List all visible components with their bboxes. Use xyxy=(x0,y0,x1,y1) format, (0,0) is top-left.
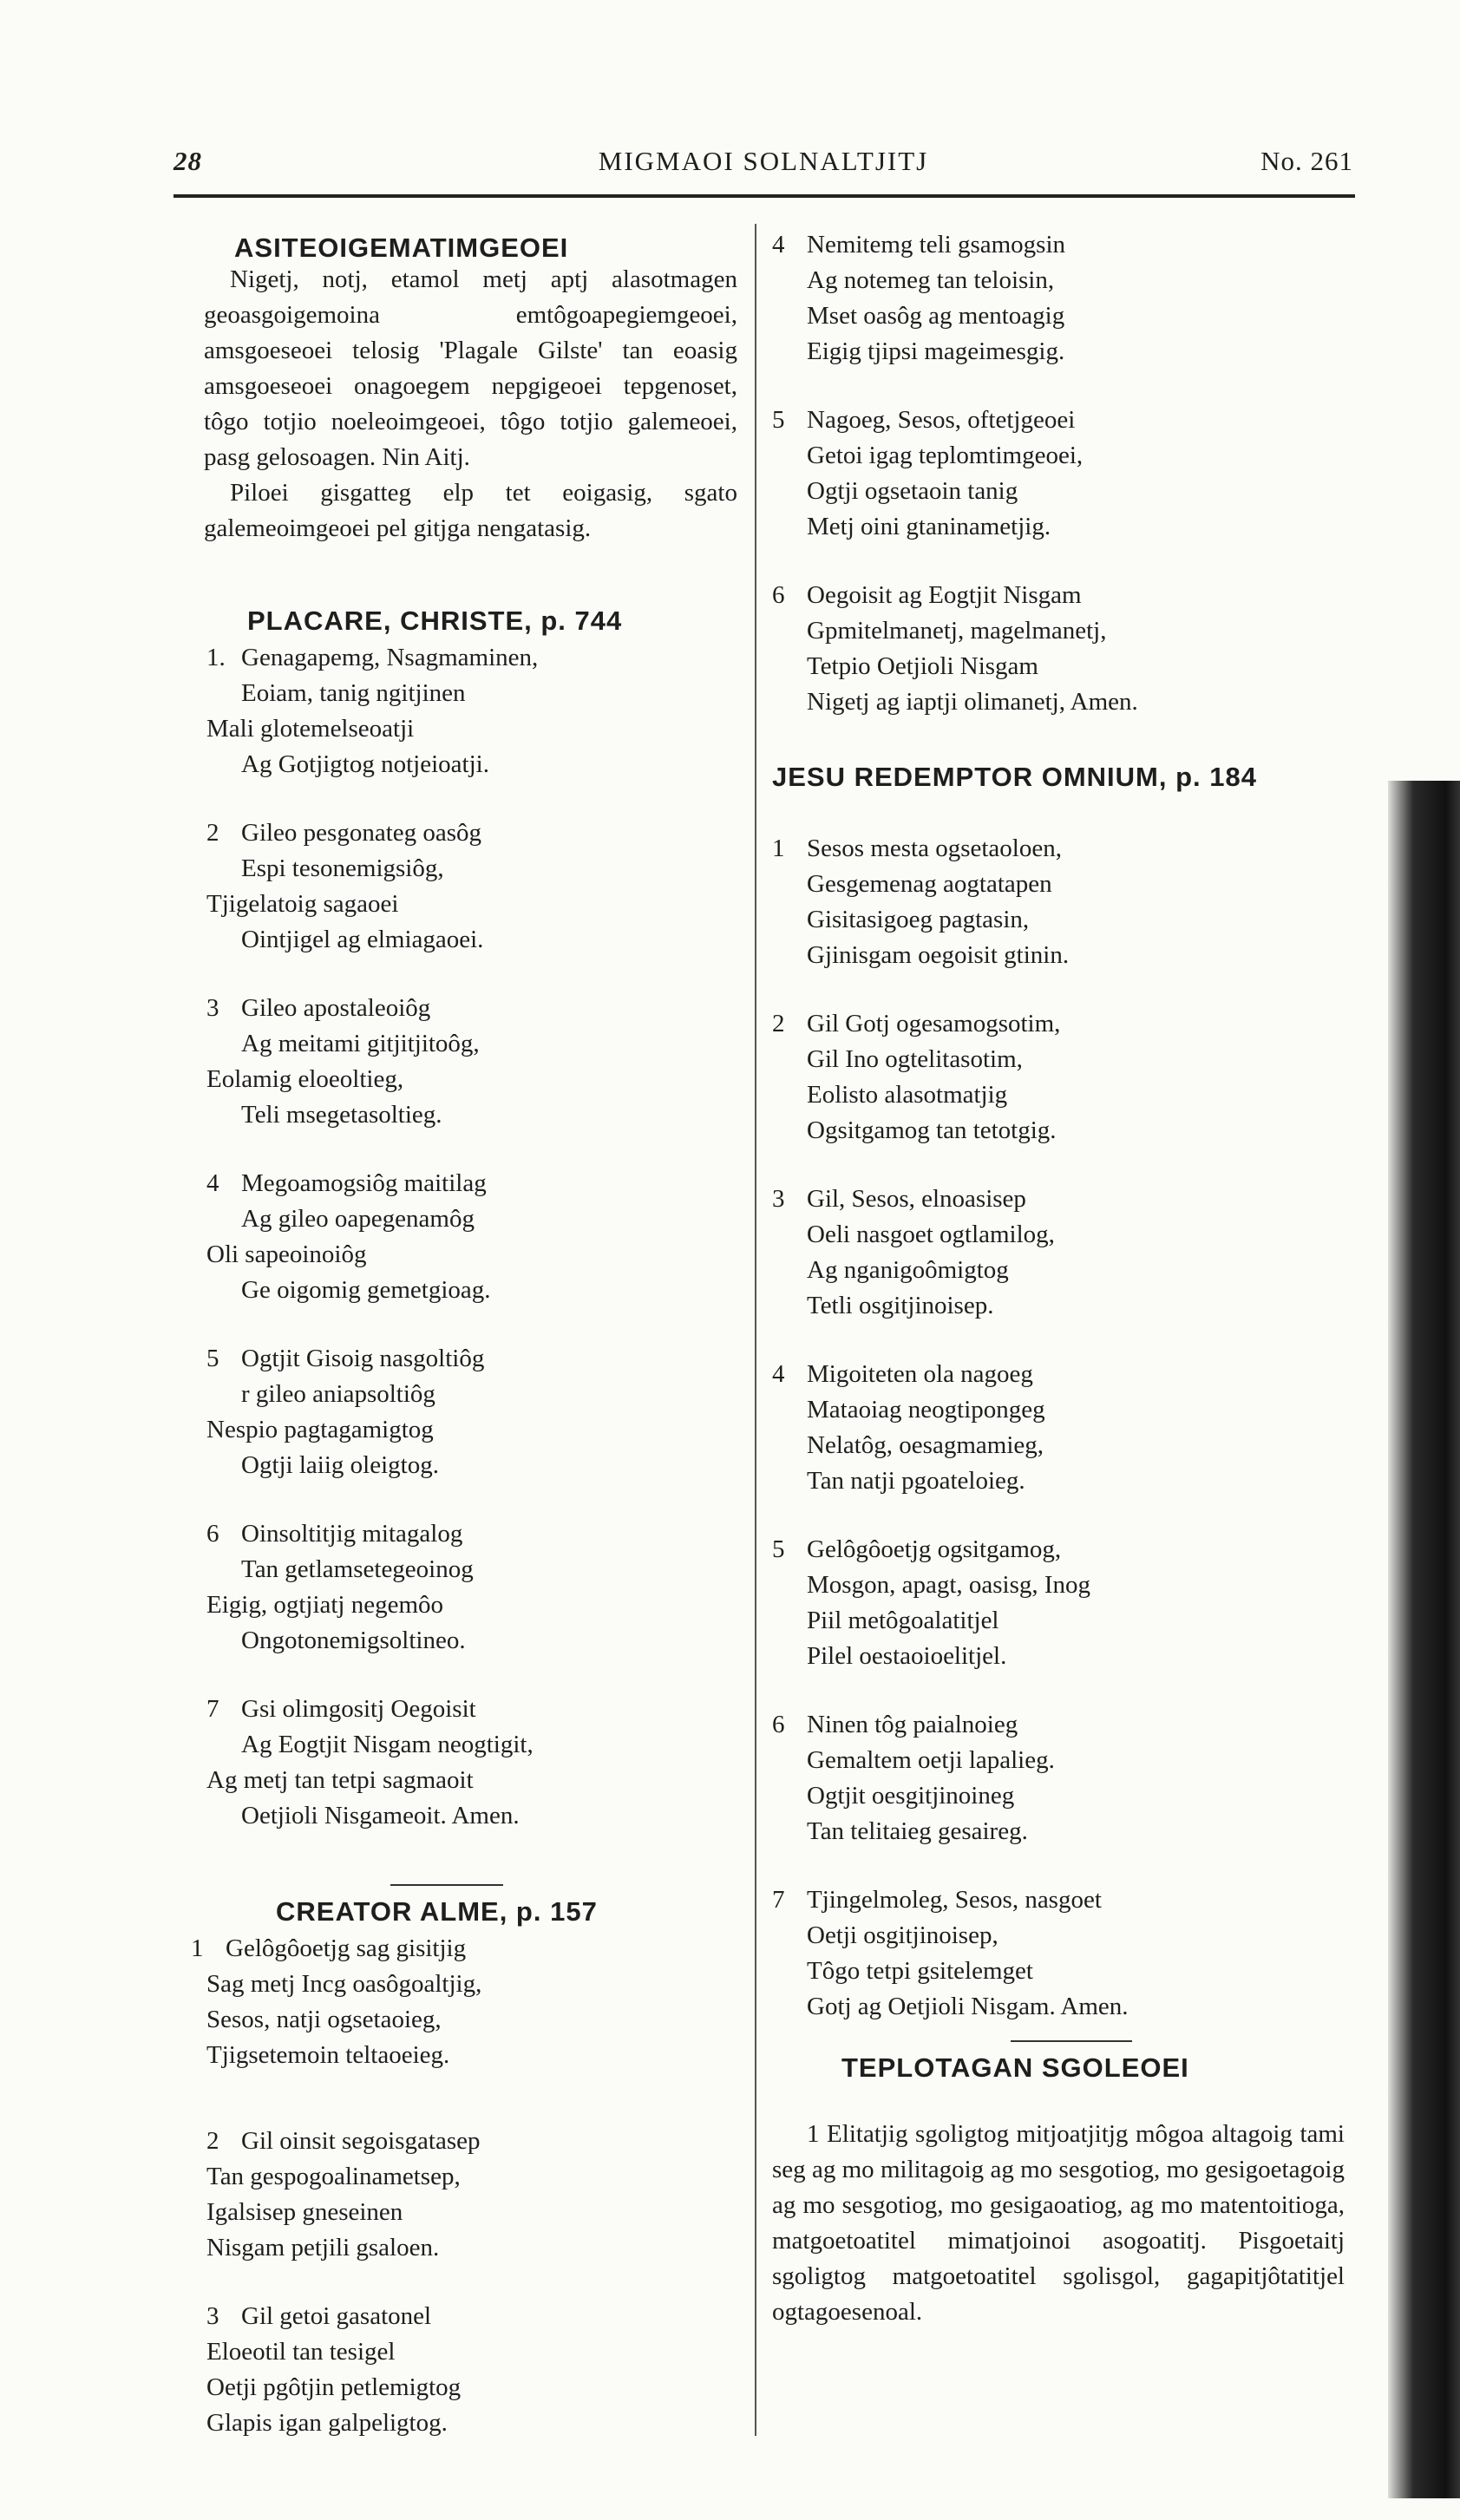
page-number: 28 xyxy=(173,146,202,176)
stanza-number: 7 xyxy=(206,1695,219,1723)
verse-line: Tan getlamsetegeoinog xyxy=(241,1555,474,1583)
verse-line: Ointjigel ag elmiagaoei. xyxy=(241,926,484,953)
section-rule xyxy=(390,1884,503,1886)
stanza xyxy=(772,578,1138,720)
verse-line: Gesgemenag aogtatapen xyxy=(807,870,1052,898)
verse-line: Tan telitaieg gesaireg. xyxy=(807,1817,1028,1845)
verse-line: Teli msegetasoltieg. xyxy=(241,1101,442,1129)
stanza xyxy=(206,1516,474,1659)
verse-line: Ogtjit oesgitjinoineg xyxy=(807,1782,1015,1810)
verse-line: Espi tesonemigsiôg, xyxy=(241,854,444,882)
stanza xyxy=(772,1882,1129,2025)
verse-line: Tjigelatoig sagaoei xyxy=(206,890,399,918)
stanza-number: 6 xyxy=(772,1711,785,1738)
verse-line: Nigetj ag iaptji olimanetj, Amen. xyxy=(807,688,1138,716)
verse-line: Gsi olimgositj Oegoisit xyxy=(241,1695,476,1723)
verse-line: Nemitemg teli gsamogsin xyxy=(807,231,1066,259)
paragraph: Piloei gisgatteg elp tet eoigasig, sgato galemeoimgeoei pel gitjga nengatasig. xyxy=(204,479,737,542)
scan-edge-shadow xyxy=(1388,781,1460,2498)
stanza xyxy=(772,831,1069,973)
verse-line: Mataoiag neogtipongeg xyxy=(807,1396,1045,1424)
stanza-number: 4 xyxy=(772,231,785,259)
verse-line: Gjinisgam oegoisit gtinin. xyxy=(807,941,1070,969)
verse-line: Gileo pesgonateg oasôg xyxy=(241,819,482,847)
verse-line: Ogtji ogsetaoin tanig xyxy=(807,477,1018,505)
verse-line: Getoi igag teplomtimgeoei, xyxy=(807,442,1084,469)
verse-line: Gisitasigoeg pagtasin, xyxy=(807,906,1030,933)
verse-line: Gil getoi gasatonel xyxy=(241,2302,432,2330)
verse-line: Eigig tjipsi mageimesgig. xyxy=(807,337,1065,365)
verse-line: Tjingelmoleg, Sesos, nasgoet xyxy=(807,1886,1102,1914)
verse-line: Gileo apostaleoiôg xyxy=(241,994,431,1022)
verse-line: Sesos mesta ogsetaoloen, xyxy=(807,835,1062,862)
verse-line: r gileo aniapsoltiôg xyxy=(241,1380,435,1408)
stanza xyxy=(206,1341,484,1483)
stanza-number: 5 xyxy=(772,1535,785,1563)
stanza xyxy=(772,1707,1055,1849)
stanza xyxy=(206,2299,461,2441)
stanza xyxy=(772,227,1065,370)
stanza-number: 6 xyxy=(206,1520,219,1548)
verse-line: Ogtjit Gisoig nasgoltiôg xyxy=(241,1345,485,1372)
verse-line: Ag metj tan tetpi sagmaoit xyxy=(206,1766,474,1794)
verse-line: Tetpio Oetjioli Nisgam xyxy=(807,652,1038,680)
stanza-number: 4 xyxy=(772,1360,785,1388)
verse-line: Mosgon, apagt, oasisg, Inog xyxy=(807,1571,1091,1599)
verse-line: Nisgam petjili gsaloen. xyxy=(206,2234,440,2261)
verse-line: Oinsoltitjig mitagalog xyxy=(241,1520,463,1548)
verse-line: Eolamig eloeoltieg, xyxy=(206,1065,404,1093)
stanza-number: 3 xyxy=(206,2302,219,2330)
verse-line: Migoiteten ola nagoeg xyxy=(807,1360,1033,1388)
stanza-number: 2 xyxy=(206,2127,219,2155)
header-rule xyxy=(173,194,1355,198)
stanza-number: 2 xyxy=(206,819,219,847)
verse-line: Mali glotemelseoatji xyxy=(206,715,415,743)
verse-line: Tôgo tetpi gsitelemget xyxy=(807,1957,1033,1985)
verse-line: Ongotonemigsoltineo. xyxy=(241,1627,466,1654)
verse-line: Ag notemeg tan teloisin, xyxy=(807,266,1055,294)
verse-line: Sag metj Incg oasôgoaltjig, xyxy=(206,1970,482,1998)
stanza xyxy=(206,640,538,782)
verse-line: Ag nganigoômigtog xyxy=(807,1256,1009,1284)
intro-paragraph xyxy=(204,262,737,547)
verse-line: Oeli nasgoet ogtlamilog, xyxy=(807,1221,1055,1248)
paragraph: 1 Elitatjig sgoligtog mitjoatjitjg môgoa altagoig tami seg ag mo militagoig ag mo sesgotiog, mo gesigoetagoig ag mo sesgotiog, mo gesigaoatiog, ag mo matentoitioga, matgoetoatitel mimatjoinoi asogoatitj. Pisgoetaitj sgoligtog matgoetoatitel sgolisgol, gagapitjôtatitjel ogtagoesenoal. xyxy=(772,2120,1345,2326)
section-heading: ASITEOIGEMATIMGEOEI xyxy=(234,232,569,263)
verse-line: Metj oini gtaninametjig. xyxy=(807,513,1051,540)
stanza-number: 1. xyxy=(206,644,226,671)
stanza-number: 2 xyxy=(772,1010,785,1037)
verse-line: Eloeotil tan tesigel xyxy=(206,2338,396,2366)
verse-line: Gelôgôoetjg sag gisitjig xyxy=(226,1934,467,1962)
stanza xyxy=(206,991,480,1133)
verse-line: Oegoisit ag Eogtjit Nisgam xyxy=(807,581,1082,609)
verse-line: Gil oinsit segoisgatasep xyxy=(241,2127,481,2155)
verse-line: Oetjioli Nisgameoit. Amen. xyxy=(241,1802,520,1829)
paragraph: Nigetj, notj, etamol metj aptj alasotmagen geoasgoigemoina emtôgoapegiemgeoei, amsgoeseoei telosig 'Plagale Gilste' tan eoasig amsgoeseoei onagoegem nepgigeoei tepgenoset, tôgo totjio noeleoimgeoei, tôgo totjio galemeoei, pasg gelosoagen. Nin Aitj. xyxy=(204,265,737,471)
hymn-heading: PLACARE, CHRISTE, p. 744 xyxy=(247,605,623,636)
stanza-number: 4 xyxy=(206,1169,219,1197)
verse-line: Oli sapeoinoiôg xyxy=(206,1240,367,1268)
verse-line: Ag meitami gitjitjitoôg, xyxy=(241,1030,480,1057)
stanza xyxy=(772,403,1083,545)
section-rule xyxy=(1011,2040,1132,2042)
verse-line: Nelatôg, oesagmamieg, xyxy=(807,1431,1044,1459)
verse-line: Gil Ino ogtelitasotim, xyxy=(807,1045,1023,1073)
verse-line: Genagapemg, Nsagmaminen, xyxy=(241,644,539,671)
verse-line: Ninen tôg paialnoieg xyxy=(807,1711,1018,1738)
stanza-number: 1 xyxy=(191,1934,204,1962)
section-heading: TEPLOTAGAN SGOLEOEI xyxy=(841,2052,1189,2083)
issue-number: No. 261 xyxy=(1260,146,1353,176)
hymn-heading: CREATOR ALME, p. 157 xyxy=(276,1896,598,1927)
verse-line: Ogsitgamog tan tetotgig. xyxy=(807,1116,1057,1144)
stanza-number: 6 xyxy=(772,581,785,609)
stanza xyxy=(772,1006,1060,1149)
stanza-number: 5 xyxy=(772,406,785,434)
running-head xyxy=(173,146,1353,184)
verse-line: Nagoeg, Sesos, oftetjgeoei xyxy=(807,406,1076,434)
verse-line: Ge oigomig gemetgioag. xyxy=(241,1276,491,1304)
verse-line: Ag Eogtjit Nisgam neogtigit, xyxy=(241,1731,534,1758)
verse-line: Igalsisep gneseinen xyxy=(206,2198,403,2226)
verse-line: Gpmitelmanetj, magelmanetj, xyxy=(807,617,1107,645)
verse-line: Tjigsetemoin teltaoeieg. xyxy=(206,2041,450,2069)
closing-paragraph xyxy=(772,2117,1345,2330)
verse-line: Pilel oestaoioelitjel. xyxy=(807,1642,1007,1670)
verse-line: Gil, Sesos, elnoasisep xyxy=(807,1185,1026,1213)
stanza xyxy=(206,1166,491,1308)
verse-line: Gemaltem oetji lapalieg. xyxy=(807,1746,1055,1774)
verse-line: Eolisto alasotmatjig xyxy=(807,1081,1008,1109)
stanza xyxy=(772,1181,1055,1324)
verse-line: Oetji pgôtjin petlemigtog xyxy=(206,2373,462,2401)
verse-line: Megoamogsiôg maitilag xyxy=(241,1169,487,1197)
verse-line: Gotj ag Oetjioli Nisgam. Amen. xyxy=(807,1993,1129,2020)
stanza xyxy=(206,1692,534,1834)
stanza xyxy=(772,1532,1090,1674)
verse-line: Eigig, ogtjiatj negemôo xyxy=(206,1591,444,1619)
stanza-number: 1 xyxy=(772,835,785,862)
verse-line: Gelôgôoetjg ogsitgamog, xyxy=(807,1535,1062,1563)
verse-line: Tetli osgitjinoisep. xyxy=(807,1292,994,1319)
verse-line: Oetji osgitjinoisep, xyxy=(807,1921,998,1949)
verse-line: Sesos, natji ogsetaoieg, xyxy=(206,2006,442,2033)
verse-line: Tan natji pgoateloieg. xyxy=(807,1467,1025,1495)
verse-line: Ag Gotjigtog notjeioatji. xyxy=(241,750,489,778)
stanza-number: 3 xyxy=(772,1185,785,1213)
verse-line: Tan gespogoalinametsep, xyxy=(206,2163,461,2190)
stanza xyxy=(206,2124,480,2266)
stanza-number: 7 xyxy=(772,1886,785,1914)
verse-line: Piil metôgoalatitjel xyxy=(807,1607,999,1634)
verse-line: Glapis igan galpeligtog. xyxy=(206,2409,448,2437)
stanza xyxy=(206,815,483,958)
hymn-heading: JESU REDEMPTOR OMNIUM, p. 184 xyxy=(772,762,1257,792)
verse-line: Eoiam, tanig ngitjinen xyxy=(241,679,466,707)
verse-line: Gil Gotj ogesamogsotim, xyxy=(807,1010,1061,1037)
stanza xyxy=(772,1357,1045,1499)
stanza-number: 3 xyxy=(206,994,219,1022)
stanza xyxy=(191,1931,481,2073)
publication-title: MIGMAOI SOLNALTJITJ xyxy=(598,146,929,176)
verse-line: Mset oasôg ag mentoagig xyxy=(807,302,1065,330)
column-divider xyxy=(755,224,756,2436)
verse-line: Ag gileo oapegenamôg xyxy=(241,1205,475,1233)
verse-line: Ogtji laiig oleigtog. xyxy=(241,1451,439,1479)
verse-line: Nespio pagtagamigtog xyxy=(206,1416,434,1443)
stanza-number: 5 xyxy=(206,1345,219,1372)
